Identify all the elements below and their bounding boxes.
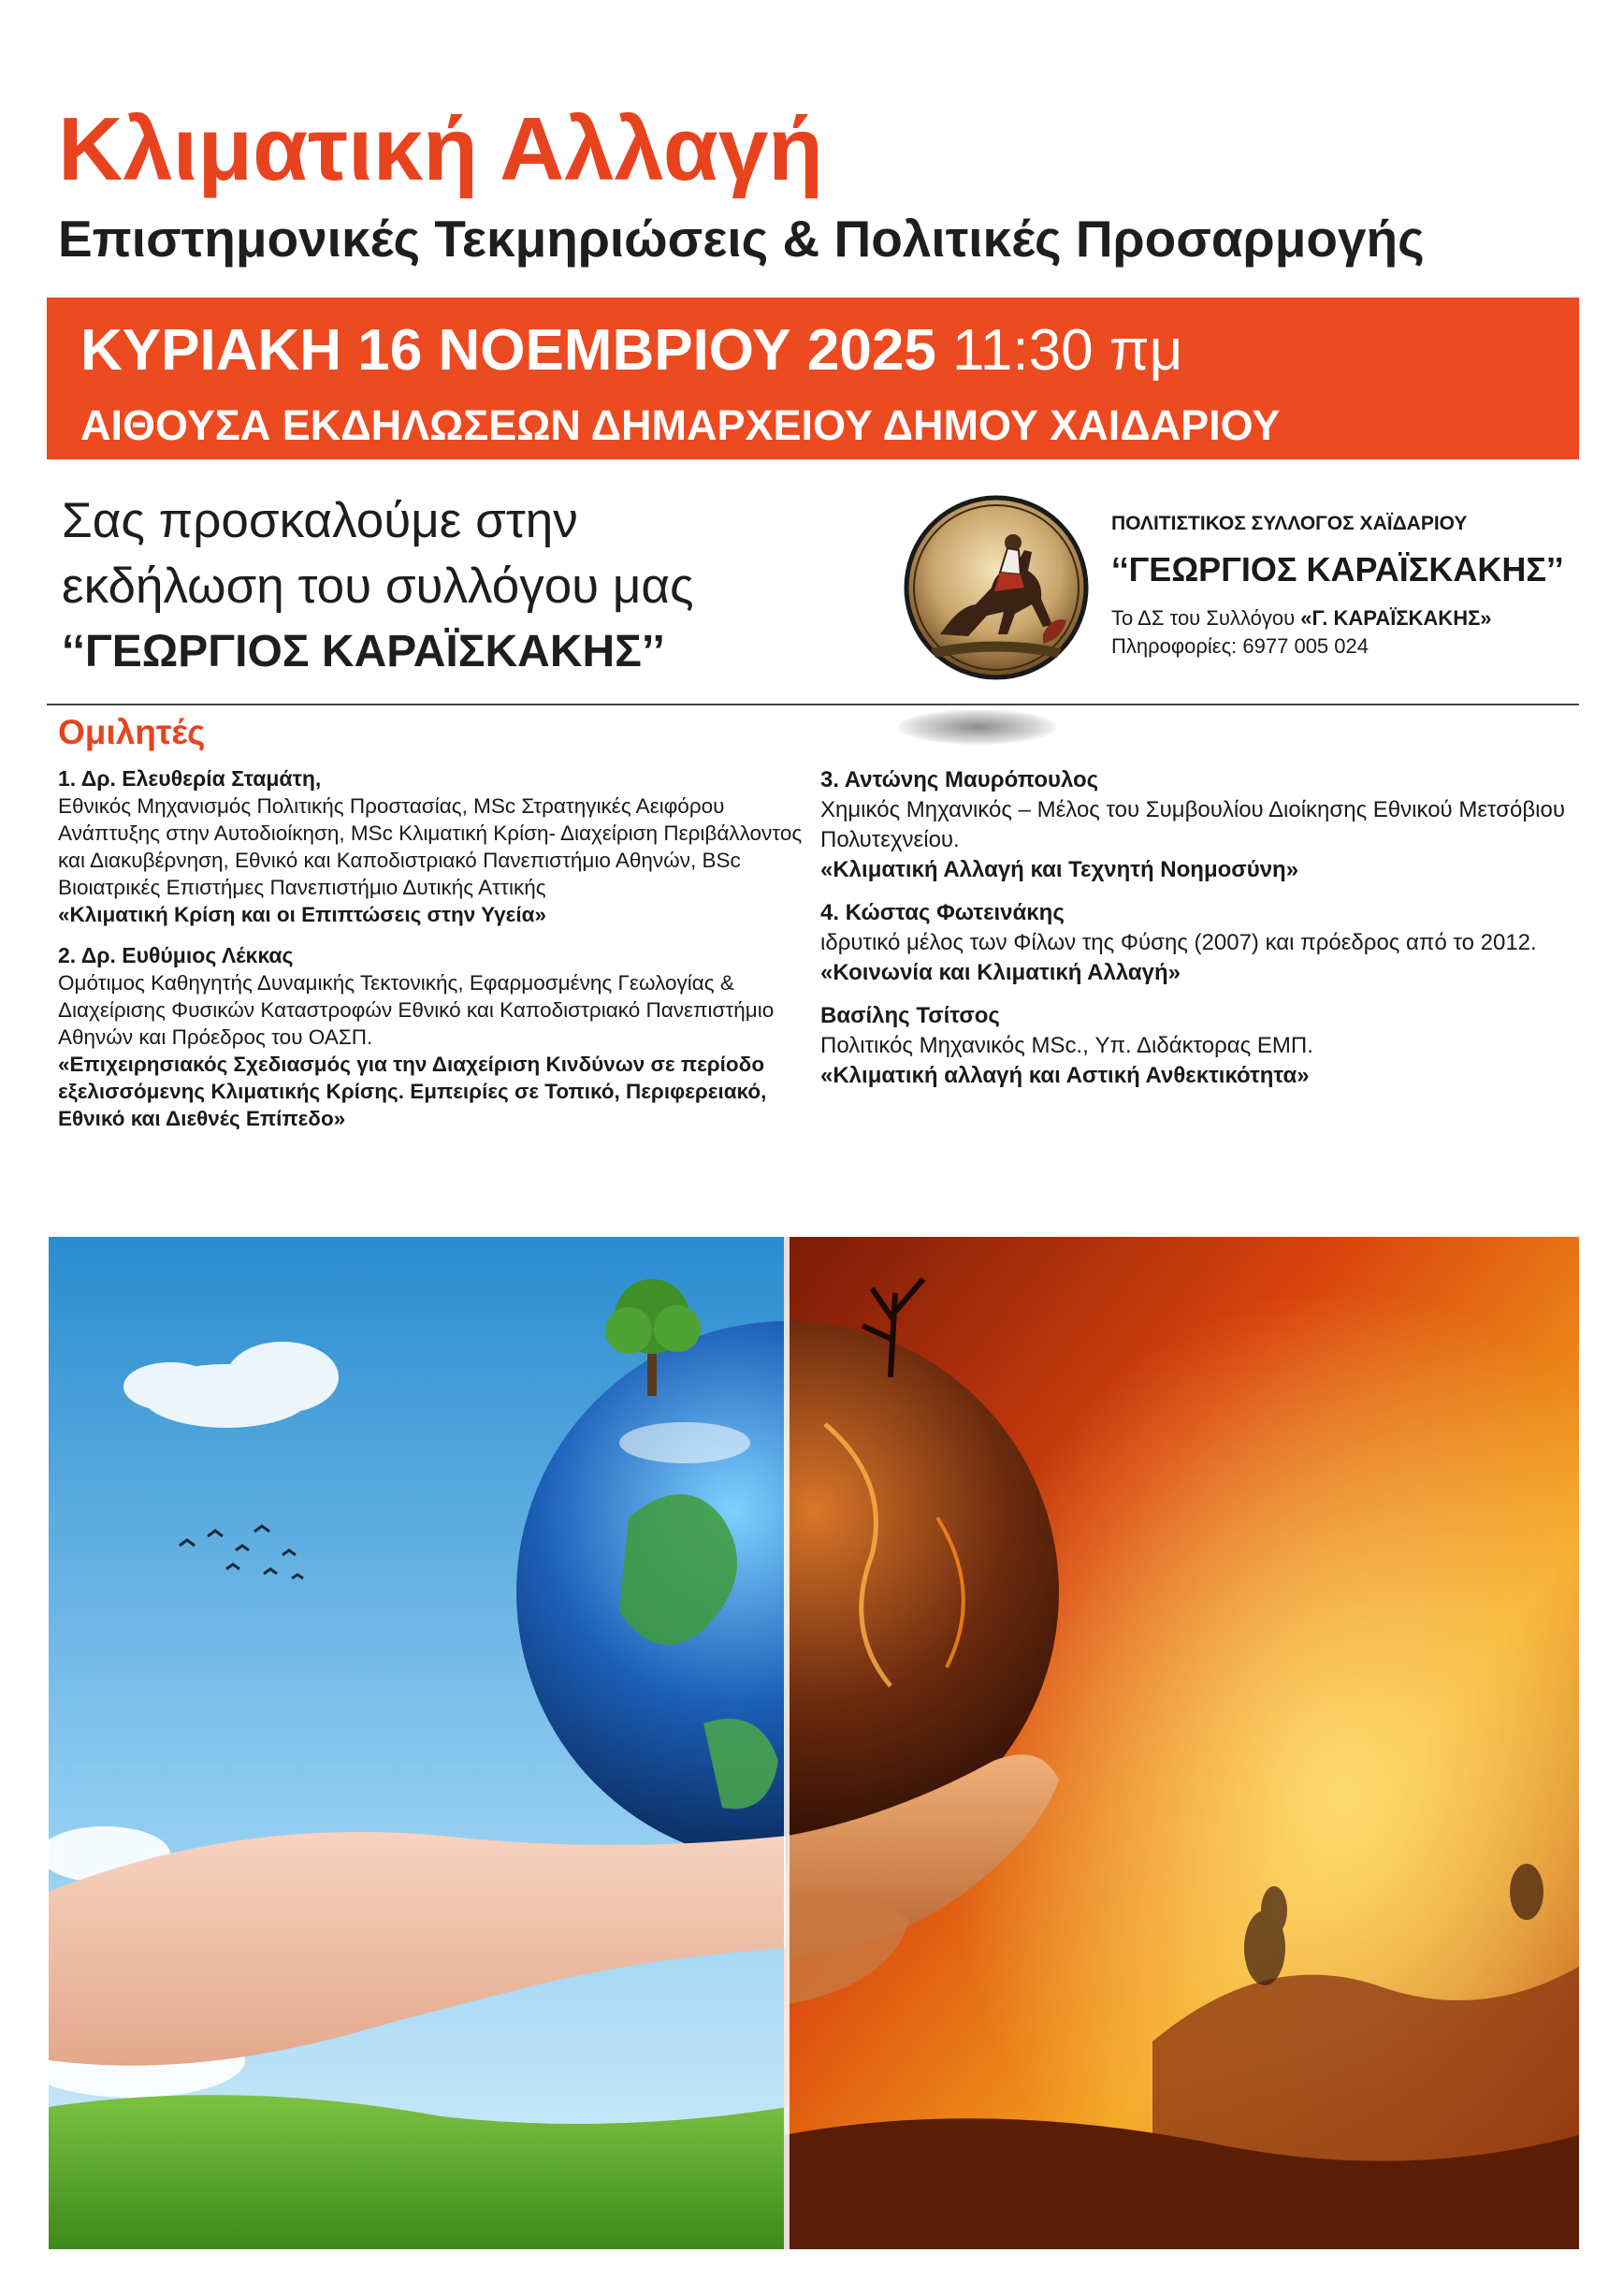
speaker-1 — [58, 765, 806, 928]
speaker-name: 2. Δρ. Ευθύμιος Λέκκας — [58, 943, 294, 967]
organizer-phone: Πληροφορίες: 6977 005 024 — [1111, 634, 1369, 658]
speakers-left-column — [58, 765, 806, 1146]
speakers-right-column — [820, 765, 1569, 1104]
event-date: ΚΥΡΙΑΚΗ 16 ΝΟΕΜΒΡΙΟΥ 2025 — [80, 318, 936, 383]
speaker-name: Βασίλης Τσίτσος — [820, 1003, 1000, 1028]
horseman-emblem-icon — [903, 494, 1090, 681]
speaker-name: 4. Κώστας Φωτεινάκης — [820, 900, 1065, 925]
speaker-talk-title: «Κλιματική αλλαγή και Αστική Ανθεκτικότητα» — [820, 1063, 1310, 1088]
event-time: 11:30 πμ — [952, 318, 1183, 383]
invitation-text — [62, 488, 694, 685]
event-subtitle: Επιστημονικές Τεκμηριώσεις & Πολιτικές Προσαρμογής — [58, 210, 1425, 268]
speakers-heading: Ομιλητές — [58, 713, 206, 751]
organizer-board-prefix: Το ΔΣ του Συλλόγου — [1111, 606, 1296, 630]
speaker-description: Εθνικός Μηχανισμός Πολιτικής Προστασίας, MSc Στρατηγικές Αειφόρου Ανάπτυξης στην Αυτοδιοίκηση, MSc Κλιματική Κρίση- Διαχείριση Περιβάλλοντος και Διακυβέρνηση, Εθνικό και Καποδιστριακό Πανεπιστήμιο Αθηνών, BSc Βιοιατρικές Επιστήμες Πανεπιστήμιο Δυτικής Αττικής — [58, 794, 803, 899]
speaker-5 — [820, 1001, 1569, 1091]
speaker-description: ιδρυτικό μέλος των Φίλων της Φύσης (2007) και πρόεδρος από το 2012. — [820, 930, 1537, 955]
speaker-name: 3. Αντώνης Μαυρόπουλος — [820, 767, 1099, 792]
logo-shadow — [898, 709, 1057, 745]
speaker-2 — [58, 942, 806, 1132]
speaker-talk-title: «Κοινωνία και Κλιματική Αλλαγή» — [820, 960, 1181, 985]
speaker-description: Χημικός Μηχανικός – Μέλος του Συμβουλίου Διοίκησης Εθνικού Μετσόβιου Πολυτεχνείου. — [820, 797, 1565, 852]
organizer-name: ΠΟΛΙΤΙΣΤΙΚΟΣ ΣΥΛΛΟΓΟΣ ΧΑΪΔΑΡΙΟΥ — [1111, 513, 1468, 534]
speaker-talk-title: «Επιχειρησιακός Σχεδιασμός για την Διαχείριση Κινδύνων σε περίοδο εξελισσόμενης Κλιματικής Κρίσης. Εμπειρίες σε Τοπικό, Περιφερειακό, Εθνικό και Διεθνές Επίπεδο» — [58, 1053, 767, 1130]
speaker-talk-title: «Κλιματική Κρίση και οι Επιπτώσεις στην Υγεία» — [58, 903, 546, 926]
event-venue: ΑΙΘΟΥΣΑ ΕΚΔΗΛΩΣΕΩΝ ΔΗΜΑΡΧΕΙΟΥ ΔΗΜΟΥ ΧΑΙΔΑΡΙΟΥ — [80, 401, 1281, 449]
speaker-4 — [820, 898, 1569, 988]
speaker-name: 1. Δρ. Ελευθερία Σταμάτη, — [58, 766, 322, 791]
organizer-title: ‘‘ΓΕΩΡΓΙΟΣ ΚΑΡΑΪΣΚΑΚΗΣ’’ — [1111, 550, 1564, 589]
speaker-talk-title: «Κλιματική Αλλαγή και Τεχνητή Νοημοσύνη» — [820, 857, 1299, 882]
speaker-3 — [820, 765, 1569, 885]
invitation-club-name: ‘‘ΓΕΩΡΓΙΟΣ ΚΑΡΑΪΣΚΑΚΗΣ’’ — [62, 627, 665, 676]
section-divider — [47, 704, 1579, 705]
event-date-line — [80, 318, 1183, 383]
event-title: Κλιματική Αλλαγή — [58, 99, 823, 199]
organizer-board — [1111, 606, 1492, 631]
earth-in-hands-illustration — [49, 1237, 1579, 2249]
speaker-description: Πολιτικός Μηχανικός MSc., Υπ. Διδάκτορας ΕΜΠ. — [820, 1033, 1313, 1058]
organizer-board-name: «Γ. ΚΑΡΑΪΣΚΑΚΗΣ» — [1300, 606, 1492, 630]
invitation-line-2: εκδήλωση του συλλόγου μας — [62, 559, 694, 614]
speaker-description: Ομότιμος Καθηγητής Δυναμικής Τεκτονικής, Εφαρμοσμένης Γεωλογίας & Διαχείρισης Φυσικών Καταστροφών Εθνικό και Καποδιστριακό Πανεπιστήμιο Αθηνών και Πρόεδρος του ΟΑΣΠ. — [58, 971, 775, 1049]
invitation-line-1: Σας προσκαλούμε στην — [62, 493, 578, 548]
